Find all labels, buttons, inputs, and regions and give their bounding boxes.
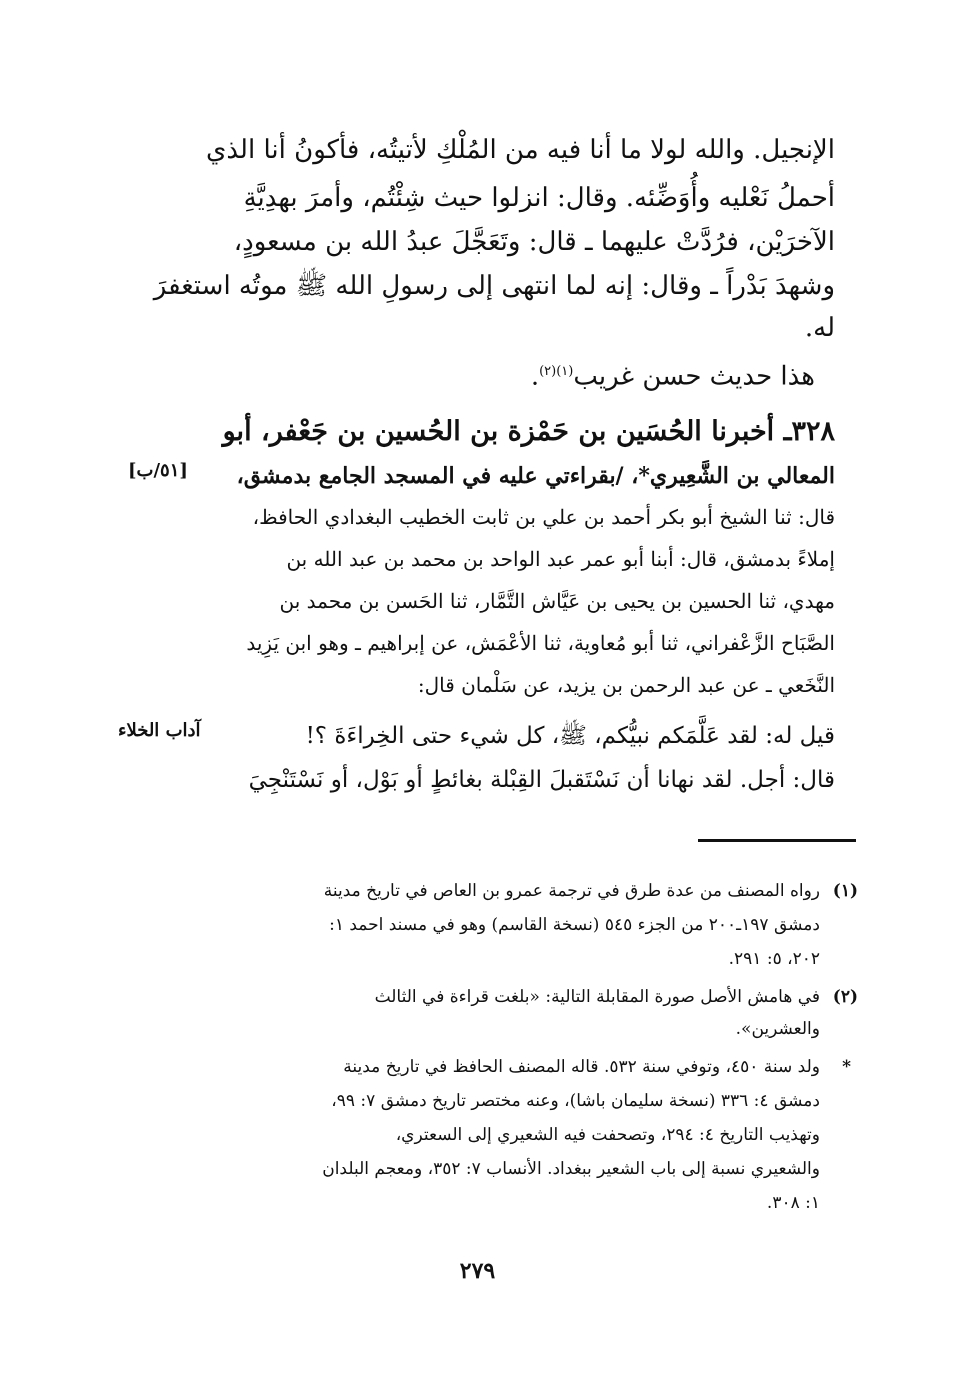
hadith-grade-end: .	[530, 361, 540, 392]
hadith-grade	[215, 352, 815, 392]
isnad-line: النَّخَعي ـ عن عبد الرحمن بن يزيد، عن سَلْمان قال:	[417, 673, 835, 697]
footnote-line: دمشق ١٩٧ـ٢٠٠ من الجزء ٥٤٥ (نسخة القاسم) وهو في مسند احمد ١:	[329, 915, 820, 935]
footnote-asterisk: *	[842, 1057, 851, 1077]
isnad-line: المعالي بن الشَّعِيري*، /بقراءتي عليه في المسجد الجامع بدمشق،	[236, 463, 835, 489]
hadith-grade-text: هذا حديث حسن غريب	[573, 361, 815, 392]
body-line: الإنجيل. والله لولا ما أنا فيه من المُلْكِ لأتيتُه، فأكونُ أنا الذي	[206, 135, 835, 165]
footnote-line: دمشق ٤: ٣٣٦ (نسخة سليمان باشا)، وعنه مختصر تاريخ دمشق ٧: ٩٩،	[331, 1091, 820, 1111]
isnad-line: إملاءً بدمشق، قال: أبنا أبو عمر عبد الواحد بن محمد بن عبد الله بن	[286, 547, 835, 571]
footnote-line: رواه المصنف من عدة طرق في ترجمة عمرو بن العاص في تاريخ مدينة	[323, 881, 820, 901]
footnote-line: ١: ٣٠٨.	[766, 1193, 820, 1213]
body-line: وشهدَ بَدْراً ـ وقال: إنه لما انتهى إلى رسولِ الله ﷺ موتُه استغفرَ	[153, 271, 835, 301]
footnote-refs: (١)(٢)	[539, 364, 574, 379]
isnad-line: قال: ثنا الشيخ أبو بكر أحمد بن علي بن ثابت الخطيب البغدادي الحافظ،	[252, 505, 835, 529]
footnote-line: ولد سنة ٤٥٠، وتوفي سنة ٥٣٢. قاله المصنف الحافظ في تاريخ مدينة	[343, 1057, 820, 1077]
footnote-line: في هامش الأصل صورة المقابلة التالية: «بلغت قراءة في الثالث	[374, 987, 820, 1007]
footnote-line: والعشرين».	[735, 1019, 820, 1039]
matn-line: قال: أجل. لقد نهانا أن نَسْتَقبلَ القِبْلة بغائطٍ أو بَوْل، أو نَسْتَنْجِيَ	[248, 767, 835, 793]
isnad-line: مهدي، ثنا الحسين بن يحيى بن عَيَّاش التَّمَّار، ثنا الحَسن بن محمد بن	[279, 589, 835, 613]
isnad-line: الصَّبَاح الزَّعْفراني، ثنا أبو مُعاوية، ثنا الأعْمَش، عن إبراهيم ـ وهو ابن يَزِيد	[246, 631, 835, 655]
margin-folio-ref: [٥١/ب]	[128, 460, 188, 481]
page-number: ٢٧٩	[459, 1258, 496, 1284]
hadith-heading: ٣٢٨ـ أخبرنا الحُسَين بن حَمْزة بن الحُسين بن جَعْفر، أبو	[222, 416, 835, 447]
footnote-line: وتهذيب التاريخ ٤: ٢٩٤، وتصحفت فيه الشعيري إلى السعتري،	[395, 1125, 820, 1145]
footnote-line: والشعيري نسبة إلى باب الشعير ببغداد. الأنساب ٧: ٣٥٢، ومعجم البلدان	[322, 1159, 820, 1179]
matn-line: قيل له: لقد عَلَّمَكم نبيُّكم، ﷺ، كل شيء حتى الخِراءَةَ ؟!	[305, 723, 835, 749]
footnote-line: ٢٠٢، ٥: ٢٩١.	[728, 949, 820, 969]
margin-topic-heading: آداب الخلاء	[118, 720, 201, 741]
footnote-number: (٢)	[832, 987, 858, 1007]
body-line: أحملُ نَعْليه وأُوَضِّئه. وقال: انزلوا حيث شِئْتُم، وأمرَ بهدِيَّةِ	[243, 183, 835, 213]
footnote-number: (١)	[832, 881, 858, 901]
footnote-separator	[698, 839, 856, 842]
body-line: الآخرَيْن، فرُدَّتْ عليهما ـ قال: وتَعَجَّلَ عبدُ الله بن مسعودٍ،	[233, 227, 835, 257]
body-line: له.	[804, 313, 835, 343]
